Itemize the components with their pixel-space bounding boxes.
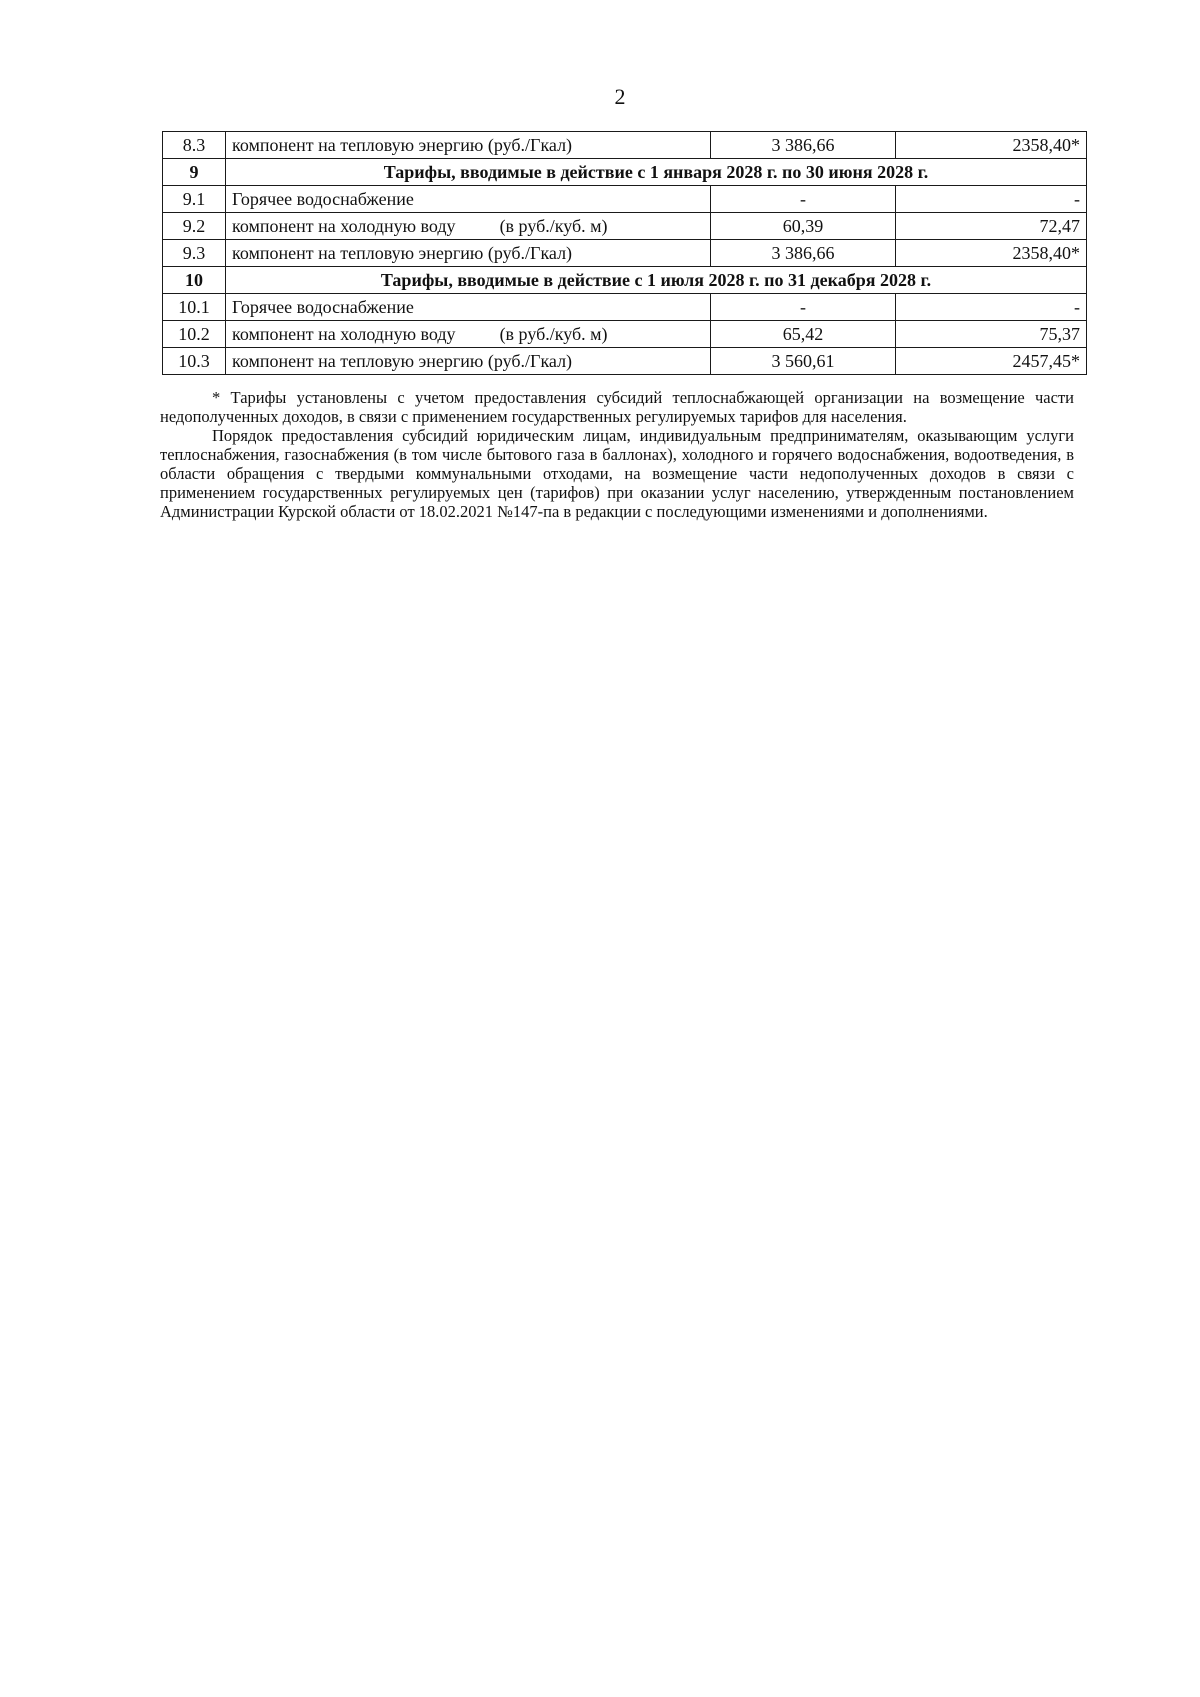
row-number: 9.2	[163, 213, 226, 240]
row-name: компонент на холодную воду	[232, 216, 456, 236]
row-name-cell	[226, 294, 711, 321]
section-number: 10	[163, 267, 226, 294]
row-name: Горячее водоснабжение	[232, 189, 414, 209]
value-column-1: -	[711, 294, 896, 321]
section-row	[163, 159, 1087, 186]
notes-block	[160, 388, 1074, 521]
row-number: 8.3	[163, 132, 226, 159]
row-unit: (в руб./куб. м)	[499, 216, 608, 236]
row-name-cell	[226, 186, 711, 213]
value-column-2: 2358,40*	[896, 240, 1087, 267]
row-unit: (в руб./куб. м)	[499, 324, 608, 344]
value-column-1: 3 386,66	[711, 240, 896, 267]
value-column-1: -	[711, 186, 896, 213]
footnote-text: * Тарифы установлены с учетом предоставления субсидий теплоснабжающей организации на возмещение части недополученных доходов, в связи с применением государственных регулируемых тарифов для населения.	[160, 388, 1074, 426]
row-name: компонент на холодную воду	[232, 324, 456, 344]
value-column-1: 60,39	[711, 213, 896, 240]
table-row	[163, 240, 1087, 267]
value-column-2: -	[896, 186, 1087, 213]
row-name: компонент на тепловую энергию (руб./Гкал)	[232, 135, 573, 155]
section-title: Тарифы, вводимые в действие с 1 июля 2028 г. по 31 декабря 2028 г.	[226, 267, 1087, 294]
table-row	[163, 294, 1087, 321]
procedure-text: Порядок предоставления субсидий юридическим лицам, индивидуальным предпринимателям, оказывающим услуги теплоснабжения, газоснабжения (в том числе бытового газа в баллонах), холодного и горячего водоснабжения, водоотведения, в области обращения с твердыми коммунальными отходами, на возмещение части недополученных доходов в связи с применением государственных регулируемых цен (тарифов) при оказании услуг населению, утвержденным постановлением Администрации Курской области от 18.02.2021 №147-па в редакции с последующими изменениями и дополнениями.	[160, 426, 1074, 521]
table-row	[163, 348, 1087, 375]
table-row	[163, 213, 1087, 240]
row-name-cell	[226, 348, 711, 375]
table-row	[163, 321, 1087, 348]
row-name: компонент на тепловую энергию (руб./Гкал)	[232, 351, 573, 371]
value-column-2: 2358,40*	[896, 132, 1087, 159]
value-column-1: 3 386,66	[711, 132, 896, 159]
table-row	[163, 132, 1087, 159]
value-column-1: 65,42	[711, 321, 896, 348]
page-number: 2	[614, 84, 626, 109]
value-column-2: -	[896, 294, 1087, 321]
row-number: 10.3	[163, 348, 226, 375]
row-name: Горячее водоснабжение	[232, 297, 414, 317]
tariff-table-body	[163, 132, 1087, 375]
row-name-cell	[226, 132, 711, 159]
value-column-2: 72,47	[896, 213, 1087, 240]
section-number: 9	[163, 159, 226, 186]
section-title: Тарифы, вводимые в действие с 1 января 2028 г. по 30 июня 2028 г.	[226, 159, 1087, 186]
table-row	[163, 186, 1087, 213]
row-number: 9.3	[163, 240, 226, 267]
row-name-cell	[226, 213, 711, 240]
section-row	[163, 267, 1087, 294]
value-column-2: 2457,45*	[896, 348, 1087, 375]
row-name-cell	[226, 321, 711, 348]
row-name-cell	[226, 240, 711, 267]
value-column-2: 75,37	[896, 321, 1087, 348]
row-number: 9.1	[163, 186, 226, 213]
row-name: компонент на тепловую энергию (руб./Гкал)	[232, 243, 573, 263]
value-column-1: 3 560,61	[711, 348, 896, 375]
row-number: 10.2	[163, 321, 226, 348]
row-number: 10.1	[163, 294, 226, 321]
tariff-table	[162, 131, 1087, 375]
